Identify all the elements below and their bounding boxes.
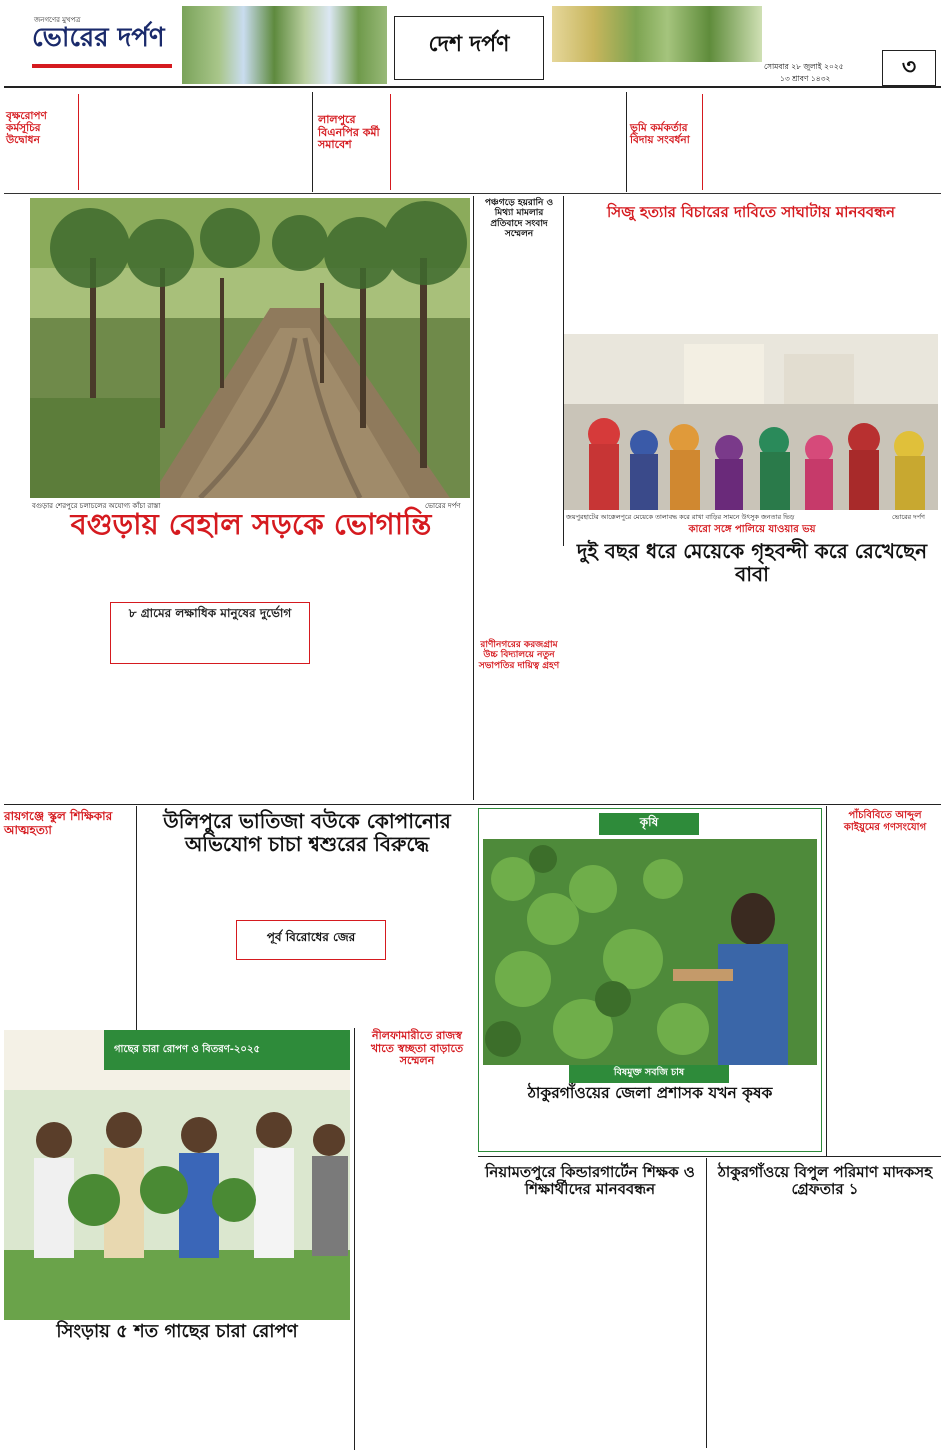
lalpur-body-full [334,94,624,190]
header-photo-strip-right [552,6,762,62]
road-body-col-3 [208,556,306,800]
crowd-photo-credit: ভোরের দর্পণ [892,513,925,521]
road-photo-illustration [30,198,470,498]
header-photo-strip-left [182,6,387,84]
road-body-col-4 [310,556,408,800]
daughter-body-col-2 [754,604,938,800]
road-pullquote: ৮ গ্রামের লক্ষাধিক মানুষের দুর্ভোগ [128,606,292,620]
crowd-photo-caption: জয়পুরহাটের আক্কেলপুরে মেয়েকে তালাবদ্ধ করে রাখা বাড়ির সামনে উৎসুক জনতার ভিড় [566,513,795,521]
article-land-officer [630,92,941,192]
divider [702,94,703,190]
road-body-col-2 [106,556,204,800]
body [706,94,940,190]
section-title: দেশ দর্পণ [428,32,510,57]
agri-photo-illustration [483,839,817,1065]
sijju-body-col-1 [568,236,748,336]
sijju-body-col-2 [754,236,936,336]
road-body-col-1 [4,556,102,800]
ulipur-pullquote: পূর্ব বিরোধের জের [266,930,356,944]
column-rule [478,1156,941,1157]
singra-headline: সিংড়ায় ৫ শত গাছের চারা রোপণ [56,1321,298,1342]
column-rule [473,196,474,800]
road-headline: বগুড়ায় বেহাল সড়কে ভোগান্তি [70,507,432,541]
road-photo [30,198,470,498]
singra-body [4,1348,350,1448]
agri-body-col-1 [483,1109,647,1149]
road-body-col-5 [412,556,470,800]
road-photo-caption: বগুড়ার শেরপুরে চলাচলের অযোগ্য কাঁচা রাস্তা [32,502,161,510]
singra-photo-illustration [4,1030,350,1320]
date-line-2: ১৩ শ্রাবণ ১৪৩২ [780,74,831,83]
agri-photo [483,839,817,1065]
ulipur-body-col-2 [252,864,360,1014]
nilphamari-headline: নীলফামারীতে রাজস্ব খাতে স্বচ্ছতা বাড়াতে সম্মেলন [370,1029,464,1068]
ulipur-headline: উলিপুরে ভাতিজা বউকে কোপানোর অভিযোগ চাচা শ্বশুরের বিরুদ্ধে [163,809,451,856]
column-rule [312,92,313,192]
kindergarten-body [480,1226,702,1448]
headline: বৃক্ষরোপণ কর্মসূচির উদ্বোধন [6,110,47,147]
raiganj-headline: রায়গঞ্জে স্কুল শিক্ষিকার আত্মহত্যা [4,809,113,837]
masthead-logo: ভোরের দর্পণ [32,23,165,53]
masthead-underline [32,64,172,68]
column-rule [354,1028,355,1450]
page-number-box [882,50,936,86]
date-line-1: সোমবার ২৮ জুলাই ২০২৫ [764,62,844,71]
agri-section-tab [599,813,699,835]
headline: লালপুরে বিএনপির কর্মী সমাবেশ [318,113,380,152]
panchagarh-headline: পঞ্চগড়ে হয়রানি ও মিথ্যা মামলার প্রতিবাদে সংবাদ সম্মেলন [484,198,554,240]
panchbibi-headline: পাঁচবিবিতে আব্দুল কাইয়ুমের গণসংযোগ [843,810,927,833]
panchbibi-body [830,848,940,1154]
top-row [4,92,941,194]
section-divider [4,804,941,805]
column-rule [626,92,627,192]
daughter-kicker-box [566,524,938,540]
school-headline: রাণীনগরের করজগ্রাম উচ্চ বিদ্যালয়ে নতুন সভাপতির দায়িত্ব গ্রহণ [478,640,560,671]
drugs-body [712,1226,938,1448]
daughter-kicker: কারো সঙ্গে পালিয়ে যাওয়ার ভয় [688,524,816,535]
daughter-body-col-1 [566,604,750,800]
agri-body-col-2 [651,1109,817,1149]
kindergarten-headline: নিয়ামতপুরে কিন্ডারগার্টেন শিক্ষক ও শিক্ষার্থীদের মানববন্ধন [485,1163,695,1199]
nilphamari-body [360,1080,474,1448]
page-header [4,4,941,88]
page-number: ৩ [901,55,917,80]
ulipur-body-col-3 [364,864,474,1014]
divider [78,94,79,190]
ulipur-body-col-1 [140,864,248,1014]
crowd-photo-illustration [564,334,938,510]
panchagarh-body [478,246,560,786]
agri-headline: ঠাকুরগাঁওয়ের জেলা প্রশাসক যখন কৃষক [527,1084,773,1102]
tagline: জনগণের মুখপত্র [34,16,81,24]
article-tree-planting [4,92,309,192]
road-photo-credit: ভোরের দর্পণ [425,502,461,510]
section-title-box [394,16,544,80]
column-rule [826,806,827,1156]
drugs-headline: ঠাকুরগাঁওয়ে বিপুল পরিমাণ মাদকসহ গ্রেফতার ১ [717,1163,933,1199]
singra-banner-text: গাছের চারা রোপণ ও বিতরণ-২০২৫ [114,1044,260,1055]
body [82,94,308,190]
column-rule [706,1158,707,1448]
crowd-photo [564,334,938,510]
headline: ভূমি কর্মকর্তার বিদায় সংবর্ধনা [630,122,690,147]
sijju-headline: সিজু হত্যার বিচারের দাবিতে সাঘাটায় মানববন্ধন [607,203,895,221]
agri-box [478,808,822,1152]
singra-photo [4,1030,350,1320]
daughter-headline: দুই বছর ধরে মেয়েকে গৃহবন্দী করে রেখেছেন বাবা [576,539,928,586]
agri-caption-banner [569,1065,729,1083]
agri-section-label: কৃষি [639,815,659,829]
agri-photo-caption: বিষমুক্ত সবজি চাষ [613,1067,685,1078]
